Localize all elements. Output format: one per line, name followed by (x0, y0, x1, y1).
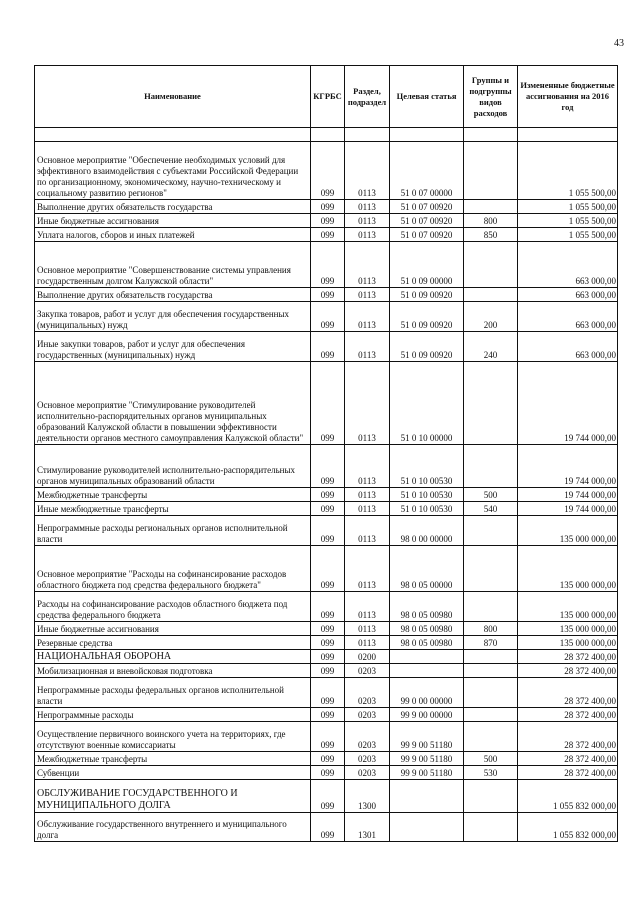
cell-section: 0200 (345, 650, 390, 664)
cell-name: Основное мероприятие "Обеспечение необходимых условий для эффективного взаимодействия с субъектами Российской Федерации по организационному, экономическому, научно-техническому и социальному развитию регионов" (35, 142, 311, 200)
cell-section: 0113 (345, 302, 390, 332)
cell-target: 98 0 05 00980 (390, 592, 464, 622)
cell-section: 0203 (345, 766, 390, 780)
cell-group (464, 242, 518, 288)
cell-group: 530 (464, 766, 518, 780)
table-row (35, 332, 618, 362)
cell-group: 500 (464, 488, 518, 502)
spacer-cell (311, 128, 345, 142)
cell-amount: 663 000,00 (518, 242, 618, 288)
cell-section: 0113 (345, 242, 390, 288)
cell-kgrbs: 099 (311, 302, 345, 332)
header-section: Раздел, подраздел (345, 66, 390, 128)
cell-name: Иные бюджетные ассигнования (35, 214, 311, 228)
table-row (35, 516, 618, 546)
cell-amount: 28 372 400,00 (518, 650, 618, 664)
table-row (35, 780, 618, 813)
table-row (35, 708, 618, 722)
table-row (35, 302, 618, 332)
cell-target: 51 0 07 00920 (390, 200, 464, 214)
table-row (35, 752, 618, 766)
page-number: 43 (614, 38, 624, 49)
cell-amount: 19 744 000,00 (518, 362, 618, 445)
cell-name: Межбюджетные трансферты (35, 488, 311, 502)
cell-name: Осуществление первичного воинского учета на территориях, где отсутствуют военные комиссариаты (35, 722, 311, 752)
cell-section: 1300 (345, 780, 390, 813)
cell-amount: 663 000,00 (518, 302, 618, 332)
cell-name: Иные бюджетные ассигнования (35, 622, 311, 636)
cell-target: 51 0 09 00000 (390, 242, 464, 288)
cell-amount: 19 744 000,00 (518, 488, 618, 502)
cell-name: НАЦИОНАЛЬНАЯ ОБОРОНА (35, 650, 311, 664)
cell-amount: 28 372 400,00 (518, 678, 618, 708)
cell-kgrbs: 099 (311, 678, 345, 708)
cell-section: 0113 (345, 332, 390, 362)
cell-section: 0203 (345, 722, 390, 752)
cell-kgrbs: 099 (311, 813, 345, 842)
cell-amount: 1 055 832 000,00 (518, 813, 618, 842)
header-kgrbs: КГРБС (311, 66, 345, 128)
cell-kgrbs: 099 (311, 142, 345, 200)
cell-amount: 28 372 400,00 (518, 708, 618, 722)
table-row (35, 678, 618, 708)
cell-group (464, 200, 518, 214)
table-row (35, 242, 618, 288)
cell-name: Основное мероприятие "Совершенствование системы управления государственным долгом Калужской области" (35, 242, 311, 288)
cell-section: 0113 (345, 142, 390, 200)
cell-target (390, 780, 464, 813)
cell-amount: 135 000 000,00 (518, 546, 618, 592)
cell-target (390, 650, 464, 664)
cell-amount: 28 372 400,00 (518, 752, 618, 766)
cell-group: 240 (464, 332, 518, 362)
cell-amount: 1 055 500,00 (518, 228, 618, 242)
cell-target: 51 0 07 00920 (390, 228, 464, 242)
table-header-row (35, 66, 618, 128)
cell-name: Иные межбюджетные трансферты (35, 502, 311, 516)
cell-name: Мобилизационная и вневойсковая подготовка (35, 664, 311, 678)
cell-kgrbs: 099 (311, 636, 345, 650)
cell-name: Основное мероприятие "Стимулирование руководителей исполнительно-распорядительных органов муниципальных образований Калужской области в повышении эффективности деятельности органов местного самоуправления Калужской области" (35, 362, 311, 445)
cell-amount: 663 000,00 (518, 288, 618, 302)
cell-amount: 1 055 500,00 (518, 142, 618, 200)
cell-section: 0113 (345, 288, 390, 302)
cell-kgrbs: 099 (311, 214, 345, 228)
cell-kgrbs: 099 (311, 592, 345, 622)
cell-amount: 135 000 000,00 (518, 622, 618, 636)
table-row (35, 813, 618, 842)
cell-name: Основное мероприятие "Расходы на софинансирование расходов областного бюджета под средства федерального бюджета" (35, 546, 311, 592)
cell-name: Резервные средства (35, 636, 311, 650)
cell-amount: 28 372 400,00 (518, 664, 618, 678)
cell-group (464, 445, 518, 488)
table-row (35, 622, 618, 636)
table-row (35, 288, 618, 302)
cell-kgrbs: 099 (311, 362, 345, 445)
cell-name: Уплата налогов, сборов и иных платежей (35, 228, 311, 242)
cell-name: Обслуживание государственного внутреннего и муниципального долга (35, 813, 311, 842)
cell-amount: 28 372 400,00 (518, 766, 618, 780)
cell-group: 870 (464, 636, 518, 650)
cell-amount: 28 372 400,00 (518, 722, 618, 752)
cell-kgrbs: 099 (311, 332, 345, 362)
cell-target: 98 0 00 00000 (390, 516, 464, 546)
cell-section: 0113 (345, 488, 390, 502)
cell-target: 51 0 09 00920 (390, 288, 464, 302)
cell-target: 51 0 09 00920 (390, 332, 464, 362)
cell-group (464, 650, 518, 664)
table-row (35, 722, 618, 752)
cell-section: 0203 (345, 678, 390, 708)
cell-section: 0113 (345, 214, 390, 228)
table-row (35, 664, 618, 678)
cell-target: 99 9 00 00000 (390, 708, 464, 722)
cell-target: 99 9 00 51180 (390, 752, 464, 766)
cell-group (464, 142, 518, 200)
cell-target (390, 813, 464, 842)
cell-group (464, 780, 518, 813)
spacer-cell (345, 128, 390, 142)
cell-group: 800 (464, 622, 518, 636)
cell-name: Непрограммные расходы (35, 708, 311, 722)
cell-kgrbs: 099 (311, 664, 345, 678)
cell-name: Непрограммные расходы федеральных органов исполнительной власти (35, 678, 311, 708)
cell-target: 98 0 05 00980 (390, 622, 464, 636)
cell-name: Межбюджетные трансферты (35, 752, 311, 766)
cell-kgrbs: 099 (311, 752, 345, 766)
cell-group (464, 592, 518, 622)
cell-group (464, 708, 518, 722)
cell-target: 98 0 05 00980 (390, 636, 464, 650)
cell-amount: 1 055 832 000,00 (518, 780, 618, 813)
cell-name: Стимулирование руководителей исполнительно-распорядительных органов муниципальных образований области (35, 445, 311, 488)
cell-target: 99 9 00 51180 (390, 766, 464, 780)
cell-amount: 135 000 000,00 (518, 592, 618, 622)
table-row (35, 488, 618, 502)
table-row (35, 650, 618, 664)
table-row (35, 214, 618, 228)
cell-group (464, 362, 518, 445)
cell-group (464, 516, 518, 546)
cell-kgrbs: 099 (311, 242, 345, 288)
cell-amount: 663 000,00 (518, 332, 618, 362)
table-row (35, 142, 618, 200)
cell-section: 0113 (345, 445, 390, 488)
spacer-row (35, 128, 618, 142)
cell-kgrbs: 099 (311, 488, 345, 502)
spacer-cell (518, 128, 618, 142)
header-name: Наименование (35, 66, 311, 128)
cell-name: Выполнение других обязательств государства (35, 200, 311, 214)
cell-amount: 1 055 500,00 (518, 200, 618, 214)
cell-group: 500 (464, 752, 518, 766)
cell-section: 0113 (345, 546, 390, 592)
spacer-cell (35, 128, 311, 142)
cell-kgrbs: 099 (311, 708, 345, 722)
cell-target: 51 0 07 00920 (390, 214, 464, 228)
cell-section: 0113 (345, 636, 390, 650)
table-row (35, 445, 618, 488)
cell-section: 0113 (345, 622, 390, 636)
cell-group (464, 546, 518, 592)
cell-target: 99 9 00 51180 (390, 722, 464, 752)
cell-name: ОБСЛУЖИВАНИЕ ГОСУДАРСТВЕННОГО И МУНИЦИПАЛЬНОГО ДОЛГА (35, 780, 311, 813)
cell-amount: 135 000 000,00 (518, 636, 618, 650)
cell-target: 51 0 10 00000 (390, 362, 464, 445)
table-row (35, 592, 618, 622)
header-groups: Группы и подгруппы видов расходов (464, 66, 518, 128)
cell-section: 0113 (345, 200, 390, 214)
cell-section: 0113 (345, 228, 390, 242)
cell-target: 51 0 10 00530 (390, 502, 464, 516)
table-row (35, 502, 618, 516)
cell-amount: 1 055 500,00 (518, 214, 618, 228)
cell-name: Расходы на софинансирование расходов областного бюджета под средства федерального бюджета (35, 592, 311, 622)
cell-name: Непрограммные расходы региональных органов исполнительной власти (35, 516, 311, 546)
cell-target: 51 0 07 00000 (390, 142, 464, 200)
cell-section: 1301 (345, 813, 390, 842)
cell-group: 800 (464, 214, 518, 228)
cell-kgrbs: 099 (311, 445, 345, 488)
cell-kgrbs: 099 (311, 516, 345, 546)
cell-kgrbs: 099 (311, 622, 345, 636)
cell-target (390, 664, 464, 678)
cell-section: 0113 (345, 592, 390, 622)
cell-group (464, 664, 518, 678)
cell-section: 0203 (345, 664, 390, 678)
cell-kgrbs: 099 (311, 228, 345, 242)
header-target: Целевая статья (390, 66, 464, 128)
cell-kgrbs: 099 (311, 200, 345, 214)
cell-target: 99 0 00 00000 (390, 678, 464, 708)
budget-table (34, 65, 618, 842)
table-row (35, 766, 618, 780)
cell-section: 0203 (345, 708, 390, 722)
cell-section: 0113 (345, 362, 390, 445)
cell-target: 51 0 09 00920 (390, 302, 464, 332)
cell-group (464, 288, 518, 302)
cell-kgrbs: 099 (311, 502, 345, 516)
cell-group: 540 (464, 502, 518, 516)
cell-name: Закупка товаров, работ и услуг для обеспечения государственных (муниципальных) нужд (35, 302, 311, 332)
header-amount: Измененные бюджетные ассигнования на 2016 год (518, 66, 618, 128)
cell-section: 0203 (345, 752, 390, 766)
cell-target: 98 0 05 00000 (390, 546, 464, 592)
table-row (35, 228, 618, 242)
cell-kgrbs: 099 (311, 780, 345, 813)
table-row (35, 546, 618, 592)
spacer-cell (390, 128, 464, 142)
table-row (35, 200, 618, 214)
cell-group: 200 (464, 302, 518, 332)
cell-name: Субвенции (35, 766, 311, 780)
cell-group (464, 722, 518, 752)
cell-target: 51 0 10 00530 (390, 445, 464, 488)
cell-kgrbs: 099 (311, 650, 345, 664)
cell-group (464, 678, 518, 708)
cell-section: 0113 (345, 502, 390, 516)
cell-kgrbs: 099 (311, 288, 345, 302)
cell-group (464, 813, 518, 842)
cell-amount: 135 000 000,00 (518, 516, 618, 546)
spacer-cell (464, 128, 518, 142)
cell-kgrbs: 099 (311, 546, 345, 592)
cell-name: Иные закупки товаров, работ и услуг для обеспечения государственных (муниципальных) нужд (35, 332, 311, 362)
cell-amount: 19 744 000,00 (518, 445, 618, 488)
cell-amount: 19 744 000,00 (518, 502, 618, 516)
table-row (35, 362, 618, 445)
cell-group: 850 (464, 228, 518, 242)
cell-kgrbs: 099 (311, 766, 345, 780)
cell-section: 0113 (345, 516, 390, 546)
cell-kgrbs: 099 (311, 722, 345, 752)
cell-target: 51 0 10 00530 (390, 488, 464, 502)
table-row (35, 636, 618, 650)
cell-name: Выполнение других обязательств государства (35, 288, 311, 302)
